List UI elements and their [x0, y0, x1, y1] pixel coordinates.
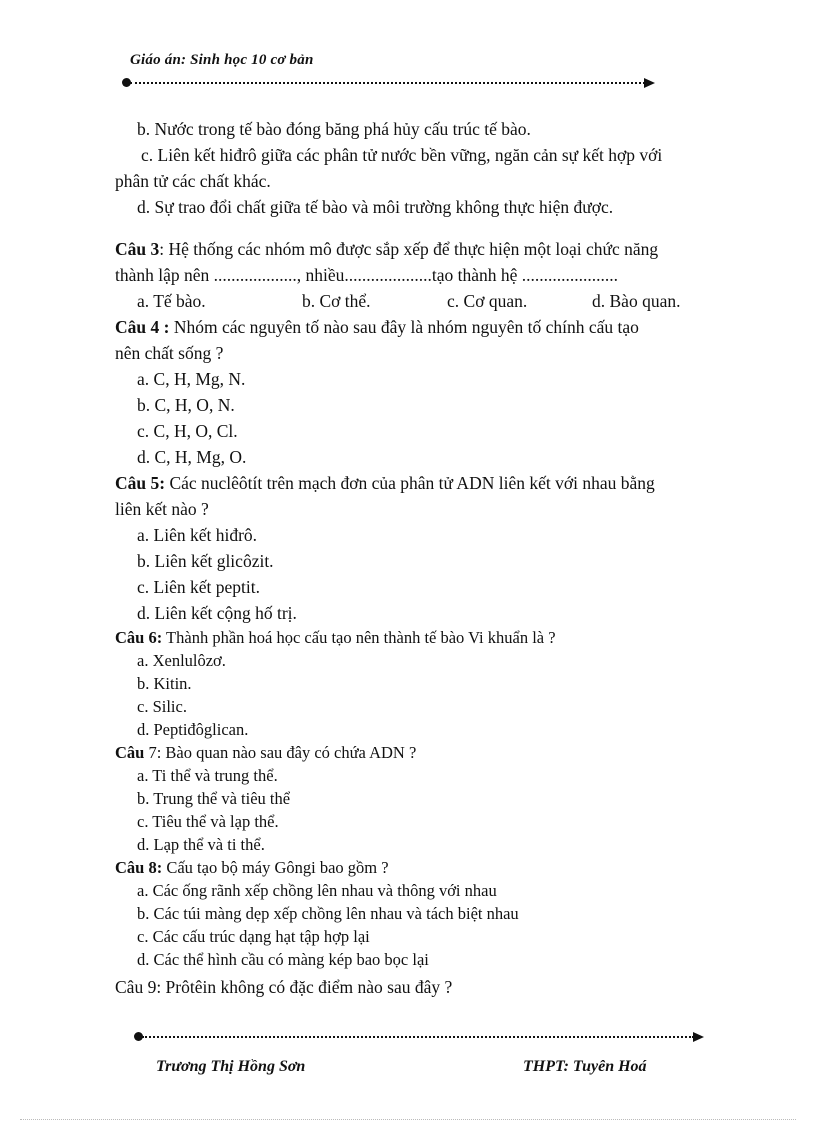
q2-option-c: c. Liên kết hiđrô giữa các phân tử nước bền vững, ngăn cản sự kết hợp với [141, 145, 663, 165]
q5-option-a: a. Liên kết hiđrô. [137, 525, 258, 545]
q5-option-c: c. Liên kết peptit. [137, 577, 260, 597]
q6-label: Câu 6: [115, 628, 163, 647]
q8-question: Câu 8: Cấu tạo bộ máy Gôngi bao gồm ? [115, 858, 389, 877]
q7-option-b: b. Trung thể và tiêu thể [137, 789, 291, 808]
divider-arrow-icon [693, 1032, 704, 1042]
q3-option-b: b. Cơ thể. [302, 291, 371, 311]
q8-option-d: d. Các thể hình cầu có màng kép bao bọc lại [137, 950, 429, 969]
q8-option-c: c. Các cấu trúc dạng hạt tập hợp lại [137, 927, 370, 946]
footer-author: Trương Thị Hồng Sơn [156, 1058, 306, 1075]
q7-option-c: c. Tiêu thể và lạp thể. [137, 812, 279, 831]
footer-divider [134, 1032, 704, 1042]
q5-option-b: b. Liên kết glicôzit. [137, 551, 274, 571]
q6-option-c: c. Silic. [137, 697, 187, 716]
q4-option-b: b. C, H, O, N. [137, 395, 235, 415]
q3-option-a: a. Tế bào. [137, 291, 206, 311]
q7-label: Câu [115, 743, 145, 762]
q7-option-d: d. Lạp thể và ti thể. [137, 835, 265, 854]
page-header-title: Giáo án: Sinh học 10 cơ bản [130, 52, 314, 68]
q3-question: Câu 3: Hệ thống các nhóm mô được sắp xếp để thực hiện một loại chức năng [115, 239, 659, 259]
q6-option-d: d. Peptiđôglican. [137, 720, 249, 739]
q4-question-cont: nên chất sống ? [115, 343, 224, 363]
q5-option-d: d. Liên kết cộng hố trị. [137, 603, 297, 623]
q3-options [115, 288, 755, 314]
q8-option-a: a. Các ống rãnh xếp chồng lên nhau và thông với nhau [137, 881, 497, 900]
q2-option-c-cont: phân tử các chất khác. [115, 171, 271, 191]
document-body [115, 116, 755, 1000]
q9-question: Câu 9: Prôtêin không có đặc điểm nào sau đây ? [115, 977, 453, 997]
q2-option-d: d. Sự trao đổi chất giữa tế bào và môi trường không thực hiện được. [137, 197, 614, 217]
q3-option-d: d. Bào quan. [592, 291, 681, 311]
q6-option-b: b. Kitin. [137, 674, 192, 693]
q5-question-cont: liên kết nào ? [115, 499, 209, 519]
q7-option-a: a. Ti thể và trung thể. [137, 766, 278, 785]
q8-option-b: b. Các túi màng dẹp xếp chồng lên nhau và tách biệt nhau [137, 904, 519, 923]
q4-label: Câu 4 : [115, 317, 170, 337]
q4-option-c: c. C, H, O, Cl. [137, 421, 238, 441]
q6-option-a: a. Xenlulôzơ. [137, 651, 226, 670]
footer-school: THPT: Tuyên Hoá [523, 1058, 647, 1075]
header-divider [122, 78, 655, 88]
q8-label: Câu 8: [115, 858, 163, 877]
page-bottom-border [20, 1119, 796, 1120]
q2-option-b: b. Nước trong tế bào đóng băng phá hủy cấu trúc tế bào. [137, 119, 531, 139]
q4-option-d: d. C, H, Mg, O. [137, 447, 247, 467]
q3-option-c: c. Cơ quan. [447, 291, 528, 311]
q4-option-a: a. C, H, Mg, N. [137, 369, 246, 389]
q6-question: Câu 6: Thành phần hoá học cấu tạo nên thành tế bào Vi khuẩn là ? [115, 628, 556, 647]
q4-question: Câu 4 : Nhóm các nguyên tố nào sau đây là nhóm nguyên tố chính cấu tạo [115, 317, 639, 337]
divider-arrow-icon [644, 78, 655, 88]
q5-label: Câu 5: [115, 473, 166, 493]
q3-question-cont: thành lập nên ..................., nhiều....................tạo thành hệ ...................... [115, 265, 619, 285]
q5-question: Câu 5: Các nuclêôtít trên mạch đơn của phân tử ADN liên kết với nhau bằng [115, 473, 655, 493]
q7-question: Câu 7: Bào quan nào sau đây có chứa ADN ? [115, 743, 417, 762]
q3-label: Câu 3 [115, 239, 160, 259]
